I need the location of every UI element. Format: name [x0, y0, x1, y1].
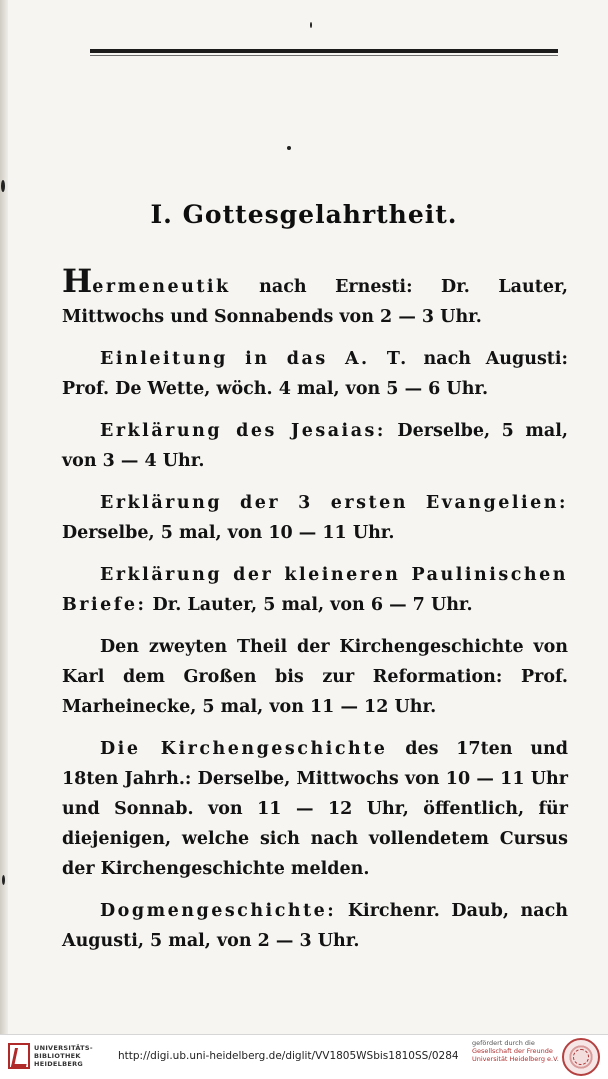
course-entry [62, 416, 568, 476]
course-title: Die Kirchengeschichte [100, 739, 388, 759]
course-entry [62, 344, 568, 404]
course-title: ermeneutik [92, 277, 231, 297]
course-title: Erklärung der kleineren Paulinischen Briefe: [62, 565, 568, 615]
course-list [62, 262, 568, 968]
library-logo-icon [8, 1043, 30, 1069]
course-entry [62, 262, 568, 332]
header-rule-thin [90, 55, 558, 56]
course-details: nach Augusti: Prof. De Wette, wöch. 4 mal, von 5 — 6 Uhr. [62, 349, 568, 399]
course-details: Derselbe, 5 mal, von 3 — 4 Uhr. [62, 421, 568, 471]
ink-speck [310, 22, 312, 28]
course-details: Derselbe, 5 mal, von 10 — 11 Uhr. [62, 523, 395, 543]
course-entry [62, 488, 568, 548]
course-details: Prof. Marheinecke, 5 mal, von 11 — 12 Uhr. [62, 667, 568, 717]
section-heading: I. Gottesgelahrtheit. [150, 200, 458, 229]
course-title: Erklärung des Jesaias: [100, 421, 386, 441]
university-seal-icon [562, 1038, 600, 1076]
dropcap: H [62, 262, 93, 300]
ink-speck [2, 875, 5, 885]
course-title: Erklärung der 3 ersten Evangelien: [100, 493, 568, 513]
permalink-url[interactable]: http://digi.ub.uni-heidelberg.de/diglit/VV1805WSbis1810SS/0284 [118, 1050, 459, 1062]
course-title: Einleitung in das A. T. [100, 349, 409, 369]
course-details: Dr. Lauter, 5 mal, von 6 — 7 Uhr. [146, 595, 473, 615]
course-title: Dogmengeschichte: [100, 901, 337, 921]
course-entry [62, 632, 568, 722]
ink-speck [1, 180, 5, 192]
course-details: des 17ten und 18ten Jahrh.: Derselbe, Mittwochs von 10 — 11 Uhr und Sonnab. von 11 — 12 Uhr, öffentlich, für diejenigen, welche sich nach vollendetem Cursus der Kirchengeschichte melden. [62, 739, 568, 879]
ink-speck [287, 146, 291, 150]
course-entry [62, 734, 568, 884]
course-details: nach Ernesti: Dr. Lauter, Mittwochs und Sonnabends von 2 — 3 Uhr. [62, 277, 568, 327]
header-rule [90, 49, 558, 53]
course-entry [62, 560, 568, 620]
course-entry [62, 896, 568, 956]
library-name: UNIVERSITÄTS- BIBLIOTHEK HEIDELBERG [34, 1044, 93, 1068]
funder-credit: gefördert durch die Gesellschaft der Freunde Universität Heidelberg e.V. [472, 1039, 559, 1063]
digitization-footer [0, 1034, 608, 1079]
course-title: Den zweyten Theil der Kirchengeschichte von Karl dem Großen bis zur Reformation: [62, 637, 568, 687]
course-details: Kirchenr. Daub, nach Augusti, 5 mal, von 2 — 3 Uhr. [62, 901, 568, 951]
